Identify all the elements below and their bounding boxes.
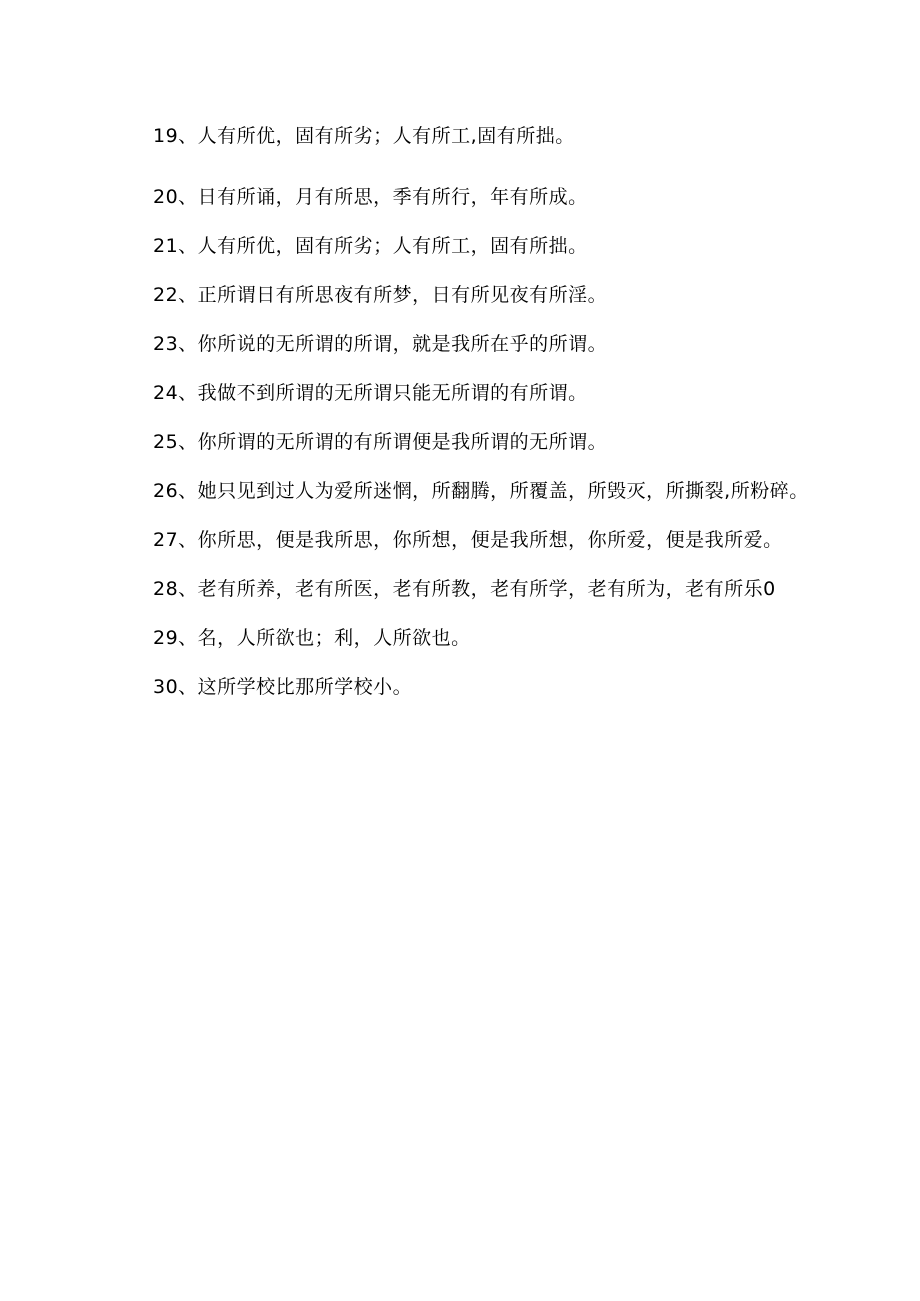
- paragraph-19: 19、人有所优，固有所劣；人有所工,固有所拙。: [153, 125, 575, 147]
- paragraph-24: 24、我做不到所谓的无所谓只能无所谓的有所谓。: [153, 382, 588, 404]
- paragraph-22: 22、正所谓日有所思夜有所梦，日有所见夜有所淫。: [153, 284, 608, 306]
- paragraph-28: 28、老有所养，老有所医，老有所教，老有所学，老有所为，老有所乐0: [153, 578, 776, 600]
- paragraph-26: 26、她只见到过人为爱所迷惘，所翻腾，所覆盖，所毁灭，所撕裂,所粉碎。: [153, 480, 809, 502]
- document-body: [113, 112, 813, 712]
- paragraph-29: 29、名，人所欲也；利，人所欲也。: [153, 627, 471, 649]
- paragraph-20: 20、日有所诵，月有所思，季有所行，年有所成。: [153, 186, 588, 208]
- paragraph-30: 30、这所学校比那所学校小。: [153, 676, 413, 698]
- paragraph-25: 25、你所谓的无所谓的有所谓便是我所谓的无所谓。: [153, 431, 608, 453]
- paragraph-23: 23、你所说的无所谓的所谓，就是我所在乎的所谓。: [153, 333, 608, 355]
- paragraph-27: 27、你所思，便是我所思，你所想，便是我所想，你所爱，便是我所爱。: [153, 529, 783, 551]
- paragraph-21: 21、人有所优，固有所劣；人有所工，固有所拙。: [153, 235, 588, 257]
